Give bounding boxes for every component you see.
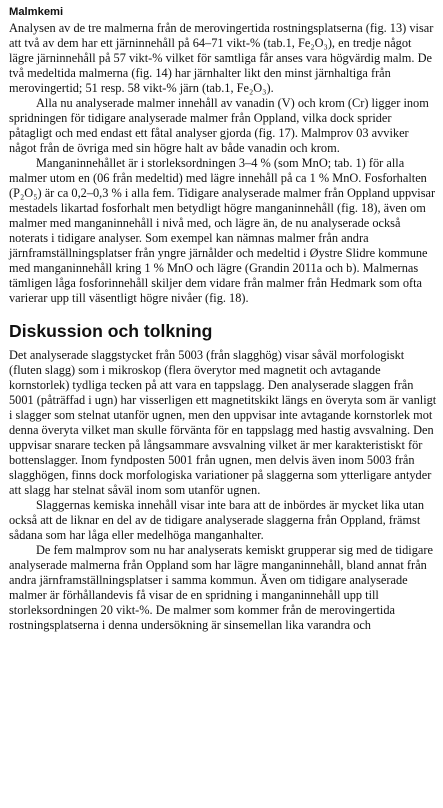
paragraph-slag-chemistry: Slaggernas kemiska innehåll visar inte bara att de inbördes är mycket lika utan också att de liknar en del av de tidigare analyserade slaggerna från Oppland, främst sådana som har låga eller medelhöga manganhalter.	[9, 498, 425, 542]
paragraph-manganese-phosphorus: Manganinnehållet är i storleksordningen 3–4 % (som MnO; tab. 1) för alla malmer utom en (06 från medeltid) med lägre innehåll på ca 1 % MnO. Fosforhalten (P₂O₅) är ca 0,2–0,3 % i alla fem. Tidigare analyserade malmer från Oppland uppvisar mestadels likartad fosforhalt men betydligt högre manganinnehåll (fig. 18), även om malmer med manganinnehåll i nivå med, och lägre än, de nu analyserade också noterats i tidigare analyser. Som exempel kan nämnas malmer från andra järnframställningsplatser från yngre järnålder och medeltid i Øystre Slidre kommune med manganinnehåll kring 1 % MnO och lägre (Grandin 2011a och b). Malmernas tämligen låga fosforinnehåll skiljer dem vidare från malmer från Hedmark som ofta varierar upp till väsentligt högre nivåer (fig. 18).	[9, 156, 436, 305]
document-page	[9, 5, 437, 633]
paragraph-vanadium-chromium: Alla nu analyserade malmer innehåll av vanadin (V) och krom (Cr) ligger inom spridningen för tidigare analyserade malmer från Oppland, vilka dock sprider påtagligt och med endast ett fåtal analyser gjorda (fig. 17). Malmprov 03 avviker något från de övriga med sin högre halt av både vanadin och krom.	[9, 96, 429, 155]
section-heading-diskussion: Diskussion och tolkning	[9, 321, 213, 341]
paragraph-slag-morphology: Det analyserade slaggstycket från 5003 (från slagghög) visar såväl morfologiskt (fluten slagg) som i mikroskop (flera överytor med magnetit och avtagande kornstorlek) tydliga tecken på att vara en tappslagg. Den analyserade slaggen från 5001 (påträffad i ugn) har visserligen ett magnetitskikt längs en överyta som är vanligt i slagger som stelnat utanför ugnen, men den uppvisar inte avtagande kornstorlek mot denna överyta vilket man skulle förvänta för en tappslagg med hastig avsvalning. Den uppvisar snarare tecken på långsammare avsvalning vilket är mer karakteristiskt för bottenslagger. Inom fyndposten 5001 från ugnen, men delvis även inom 5003 från slagghögen, finns dock morfologiska variationer på slaggerna som ytterligare antyder att slagg har stelnat såväl inom som utanför ugnen.	[9, 348, 437, 497]
section-malmkemi	[9, 5, 437, 306]
paragraph-iron-content: Analysen av de tre malmerna från de merovingertida rostningsplatserna (fig. 13) visar att två av dem har ett järninnehåll på 64–71 vikt-% (tab.1, Fe₂O₃), en tredje något lägre järninnehåll på 57 vikt-% vilket för samtliga får anses vara högvärdig malm. De två medeltida malmerna (fig. 14) har järnhalter likt den minst järnhaltiga från merovingertid; 51 resp. 58 vikt-% järn (tab.1, Fe₂O₃).	[9, 21, 434, 95]
section-diskussion	[9, 320, 437, 633]
section-heading-malmkemi: Malmkemi	[9, 6, 64, 18]
paragraph-ore-samples: De fem malmprov som nu har analyserats kemiskt grupperar sig med de tidigare analyserade malmerna från Oppland som har lägre manganinnehåll, bland annat från andra järnframställningsplatser i samma kommun. Även om tidigare analyserade malmer är förhållandevis få visar de en spridning i manganinnehåll upp till storleksordningen 20 vikt-%. De malmer som kommer från de merovingertida rostningsplatserna i denna undersökning är sinsemellan lika varandra och	[9, 543, 433, 632]
